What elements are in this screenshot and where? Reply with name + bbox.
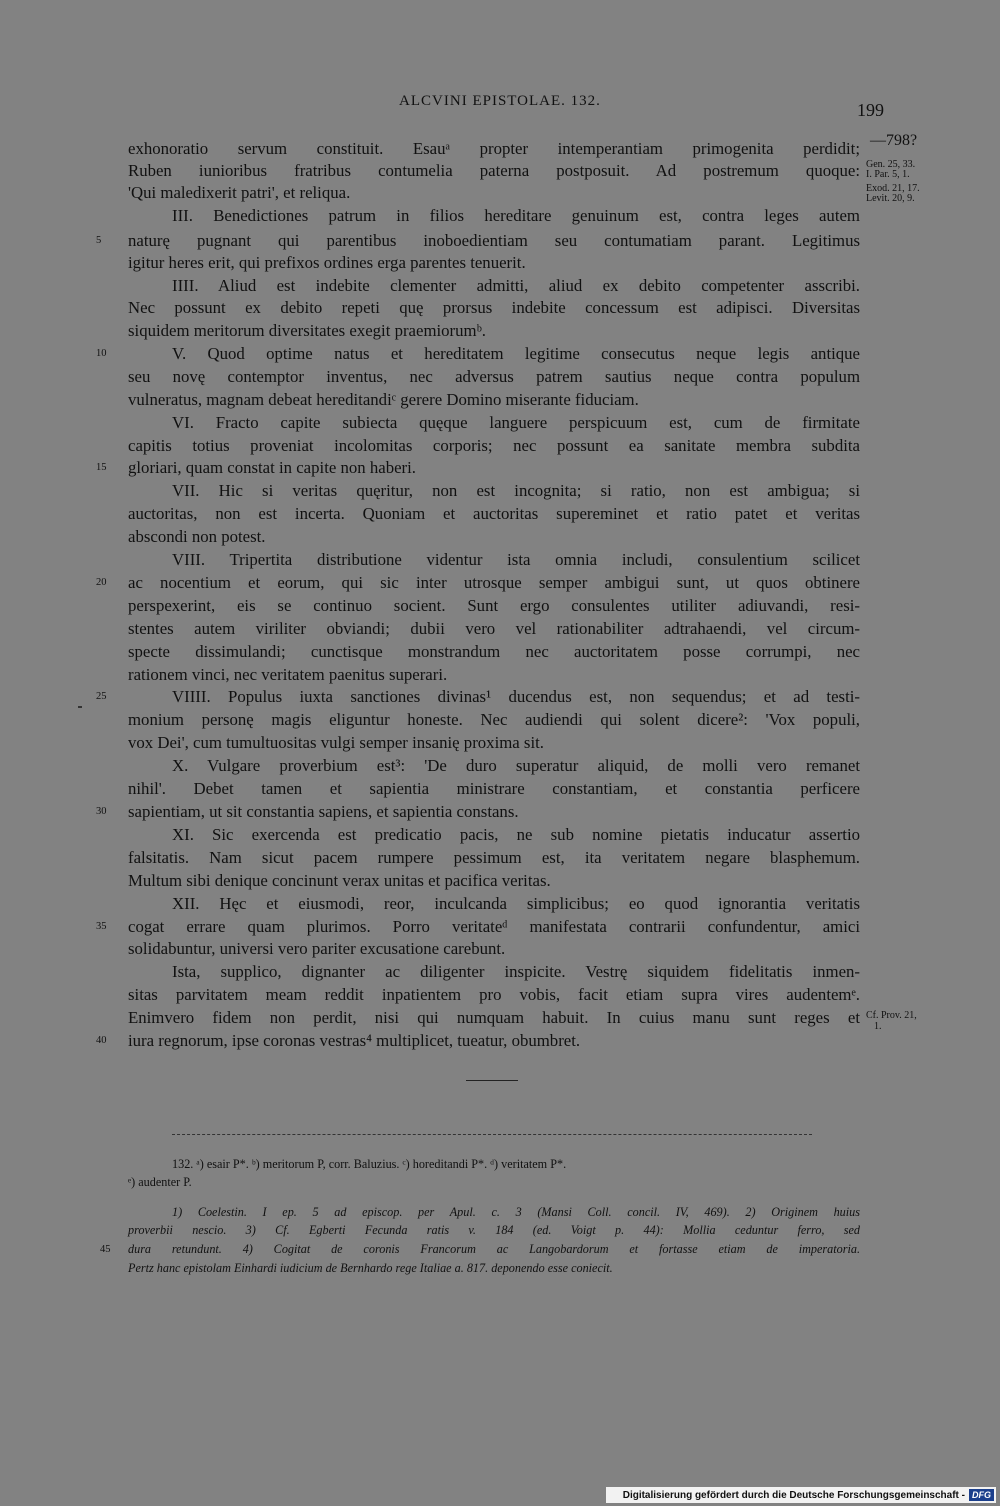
footnote-line: dura retundunt. 4) Cogitat de coronis Francorum ac Langobardorum et fortasse etiam de imperatoria. — [128, 1242, 860, 1256]
text-line: siquidem meritorum diversitates exegit praemiorumᵇ. — [128, 321, 486, 340]
text-line: iura regnorum, ipse coronas vestras⁴ multiplicet, tueatur, obumbret. — [128, 1031, 581, 1050]
text-line: VI. Fracto capite subiecta quęque languere perspicuum est, cum de firmitate — [172, 413, 860, 432]
dfg-logo: DFG — [969, 1489, 994, 1501]
line-number: 5 — [96, 235, 102, 246]
text-line: V. Quod optime natus et hereditatem legitime consecutus neque legis antique — [172, 344, 860, 363]
text-line: capitis totius proveniat incolomitas corporis; nec possunt ea sanitate membra subdita — [128, 436, 860, 455]
text-line: VIIII. Populus iuxta sanctiones divinas¹ ducendus est, non sequendus; et ad testi- — [172, 687, 860, 706]
text-line: falsitatis. Nam sicut pacem rumpere pessimum est, ita veritatem negare blasphemum. — [128, 848, 860, 867]
footnote-rule — [172, 1134, 812, 1135]
footnote-line: 1) Coelestin. I ep. 5 ad episcop. per Apul. c. 3 (Mansi Coll. concil. IV, 469). 2) Originem huius — [172, 1205, 860, 1219]
text-line: XI. Sic exercenda est predicatio pacis, ne sub nomine pietatis inducatur assertio — [172, 825, 860, 844]
text-line: III. Benedictiones patrum in filios hereditare genuinum est, contra leges autem — [172, 206, 860, 225]
text-line: XII. Hęc et eiusmodi, reor, inculcanda simplicibus; eo quod ignorantia veritatis — [172, 894, 860, 913]
line-number: 25 — [96, 691, 107, 702]
text-line: X. Vulgare proverbium est³: 'De duro superatur aliquid, de molli vero remanet — [172, 756, 860, 775]
section-divider — [466, 1080, 518, 1081]
text-line: Enimvero fidem non perdit, nisi qui numquam habuit. In cuius manu sunt reges et — [128, 1008, 860, 1027]
text-line: sapientiam, ut sit constantia sapiens, et sapientia constans. — [128, 802, 519, 821]
digitization-banner — [606, 1487, 996, 1503]
text-line: nihil'. Debet tamen et sapientia ministrare constantiam, et constantia perficere — [128, 779, 860, 798]
margin-ref: I. Par. 5, 1. — [866, 169, 910, 180]
margin-ref: Levit. 20, 9. — [866, 193, 915, 204]
text-line: sitas parvitatem meam reddit inpatientem pro vobis, facit etiam supra vires audentemᵉ. — [128, 985, 860, 1004]
text-line: gloriari, quam constat in capite non haberi. — [128, 458, 416, 477]
text-line: Ruben iunioribus fratribus contumelia paterna postposuit. Ad postremum quoque: — [128, 161, 860, 180]
margin-ref: Cf. Prov. 21, — [866, 1010, 917, 1021]
banner-text: Digitalisierung gefördert durch die Deutsche Forschungsgemeinschaft - — [622, 1489, 965, 1501]
text-line: abscondi non potest. — [128, 527, 266, 546]
line-number: 40 — [96, 1035, 107, 1046]
margin-date: —798? — [870, 132, 918, 149]
running-header: ALCVINI EPISTOLAE. 132. — [399, 93, 601, 109]
margin-ref: Gen. 25, 33. — [866, 159, 916, 170]
text-line: IIII. Aliud est indebite clementer admitti, aliud ex debito competenter asscribi. — [172, 276, 860, 295]
text-line: cogat errare quam plurimos. Porro veritateᵈ manifestata contrarii confundentur, amici — [128, 917, 860, 936]
line-number: 30 — [96, 806, 107, 817]
line-number: 20 — [96, 577, 107, 588]
text-line: stentes autem viriliter obviandi; dubii vero vel rationabiliter adtrahaendi, vel circum- — [128, 619, 860, 638]
text-line: exhonoratio servum constituit. Esauᵃ propter intemperantiam primogenita perdidit; — [128, 139, 860, 158]
text-line: monium personę magis eliguntur honeste. Nec audiendi qui solent dicere²: 'Vox populi, — [128, 710, 860, 729]
text-line: specte dissimulandi; cunctisque monstrandum nec auctoritatem posse corrumpi, nec — [128, 642, 860, 661]
apparatus-line: ᵉ) audenter P. — [128, 1175, 192, 1189]
line-number: 10 — [96, 348, 107, 359]
text-line: perspexerint, eis se continuo socient. Sunt ergo consulentes utiliter adiuvandi, resi- — [128, 596, 860, 615]
text-line: 'Qui maledixerit patri', et reliqua. — [128, 183, 351, 202]
text-line: Ista, supplico, dignanter ac diligenter inspicite. Vestrę siquidem fidelitatis inmen- — [172, 962, 860, 981]
text-line: vulneratus, magnam debeat hereditandiᶜ gerere Domino miserante fiduciam. — [128, 390, 639, 409]
text-line: igitur heres erit, qui prefixos ordines erga parentes tenuerit. — [128, 253, 526, 272]
text-line: vox Dei', cum tumultuositas vulgi semper insanię proxima sit. — [128, 733, 544, 752]
text-line: Nec possunt ex debito repeti quę prorsus indebite concessum est adipisci. Diversitas — [128, 298, 860, 317]
text-line: VIII. Tripertita distributione videntur ista omnia includi, consulentium scilicet — [172, 550, 860, 569]
text-line: Multum sibi denique concinunt verax unitas et pacifica veritas. — [128, 871, 551, 890]
line-number: 35 — [96, 921, 107, 932]
text-line: solidabuntur, universi vero pariter excusatione carebunt. — [128, 939, 506, 958]
footnote-line: Pertz hanc epistolam Einhardi iudicium de Bernhardo rege Italiae a. 817. deponendo esse coniecit. — [128, 1261, 613, 1275]
text-line: naturę pugnant qui parentibus inoboedientiam seu contumatiam parant. Legitimus — [128, 231, 860, 250]
text-line: VII. Hic si veritas quęritur, non est incognita; si ratio, non est ambigua; si — [172, 481, 860, 500]
text-line: ac nocentium et eorum, qui sic inter utrosque semper ambigui sunt, ut quos obtinere — [128, 573, 860, 592]
page-number: 199 — [857, 100, 884, 120]
text-line: rationem vinci, nec veritatem paenitus superari. — [128, 665, 448, 684]
margin-mark — [78, 706, 82, 708]
line-number: 45 — [100, 1244, 111, 1255]
margin-ref: 1. — [874, 1021, 882, 1032]
line-number: 15 — [96, 462, 107, 473]
text-line: auctoritas, non est incerta. Quoniam et auctoritas supereminet et ratio patet et veritas — [128, 504, 860, 523]
margin-ref: Exod. 21, 17. — [866, 183, 920, 194]
apparatus-line: 132. ᵃ) esair P*. ᵇ) meritorum P, corr. Baluzius. ᶜ) horeditandi P*. ᵈ) veritatem P*. — [172, 1157, 567, 1171]
text-line: seu novę contemptor inventus, nec adversus patrem sautius neque contra populum — [128, 367, 860, 386]
footnote-line: proverbii nescio. 3) Cf. Egberti Fecunda ratis v. 184 (ed. Voigt p. 44): Mollia ceduntur ferro, sed — [128, 1223, 860, 1237]
